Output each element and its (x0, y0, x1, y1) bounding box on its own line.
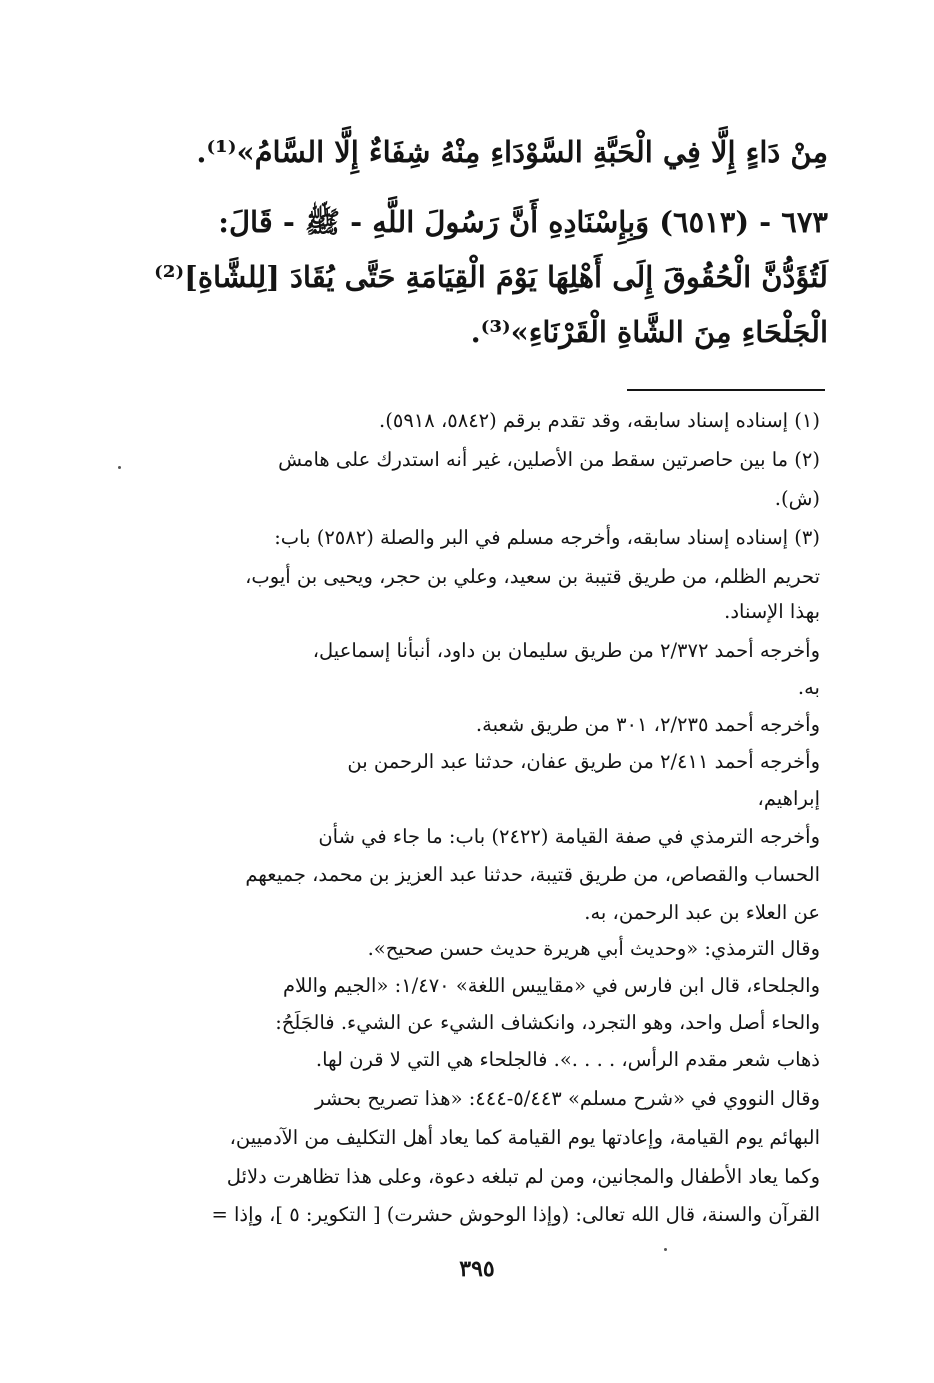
footnote-line: وأخرجه أحمد ٢/٢٣٥، ٣٠١ من طريق شعبة. (475, 713, 820, 736)
footnote-line: والجلحاء، قال ابن فارس في «مقاييس اللغة» ١/٤٧٠: «الجيم واللام (282, 974, 820, 997)
footnote-line: ذهاب شعر مقدم الرأس، . . . .». فالجلحاء هي التي لا قرن لها. (315, 1048, 820, 1071)
footnote-line: القرآن والسنة، قال الله تعالى: (وإذا الوحوش حشرت) [ التكوير: ٥ ]، وإذا = (211, 1203, 820, 1226)
footnote-line: تحريم الظلم، من طريق قتيبة بن سعيد، وعلي بن حجر، ويحيى بن أيوب، (245, 565, 820, 588)
footnote-line: وأخرجه الترمذي في صفة القيامة (٢٤٢٢) باب: ما جاء في شأن (318, 825, 820, 848)
footnote-line: وقال النووي في «شرح مسلم» ٥/٤٤٣-٤٤٤: «هذا تصريح بحشر (314, 1087, 820, 1110)
footnote-separator (627, 389, 825, 391)
footnote-line: (ش). (774, 487, 820, 510)
footnote-line: وكما يعاد الأطفال والمجانين، ومن لم تبلغه دعوة، وعلى هذا تظاهرت دلائل (226, 1165, 820, 1188)
footnote-line: والحاء أصل واحد، وهو التجرد، وانكشاف الشيء عن الشيء. فالجَلَحُ: (275, 1011, 820, 1034)
scan-speck (118, 466, 121, 469)
page-number: ٣٩٥ (459, 1256, 495, 1282)
main-line: الْجَلْحَاءِ مِنَ الشَّاةِ الْقَرْنَاءِ»⁽³⁾. (470, 315, 828, 349)
footnote-line: وأخرجه أحمد ٢/٤١١ من طريق عفان، حدثنا عبد الرحمن بن (347, 750, 820, 773)
main-line: لَتُؤَدُّنَّ الْحُقُوقَ إِلَى أَهْلِهَا يَوْمَ الْقِيَامَةِ حَتَّى يُقَادَ [لِلشَّاةِ]⁽²⁾ (154, 260, 828, 294)
main-line: مِنْ دَاءٍ إِلَّا فِي الْحَبَّةِ السَّوْدَاءِ مِنْهُ شِفَاءٌ إِلَّا السَّامُ»⁽¹⁾. (196, 135, 828, 169)
footnote-line: (٣) إسناده إسناد سابقه، وأخرجه مسلم في البر والصلة (٢٥٨٢) باب: (274, 526, 820, 549)
footnote-line: الحساب والقصاص، من طريق قتيبة، حدثنا عبد العزيز بن محمد، جميعهم (245, 863, 820, 886)
footnote-line: إبراهيم، (757, 787, 820, 810)
footnote-line: (٢) ما بين حاصرتين سقط من الأصلين، غير أنه استدرك على هامش (278, 448, 820, 471)
footnote-line: بهذا الإسناد. (724, 600, 820, 623)
footnote-line: وقال الترمذي: «وحديث أبي هريرة حديث حسن صحيح». (367, 937, 820, 960)
footnote-line: وأخرجه أحمد ٢/٣٧٢ من طريق سليمان بن داود، أنبأنا إسماعيل، (312, 639, 820, 662)
main-line: ٦٧٣ - (٦٥١٣) وَبِإِسْنَادِهِ أَنَّ رَسُولَ اللَّهِ - ﷺ - قَالَ: (218, 205, 828, 239)
footnote-line: (١) إسناده إسناد سابقه، وقد تقدم برقم (٥٨٤٢، ٥٩١٨). (379, 409, 820, 432)
scan-speck (664, 1248, 667, 1251)
footnote-line: عن العلاء بن عبد الرحمن، به. (584, 901, 820, 924)
footnote-line: به. (797, 676, 820, 699)
footnote-line: البهائم يوم القيامة، وإعادتها يوم القيامة كما يعاد أهل التكليف من الآدميين، (229, 1126, 820, 1149)
